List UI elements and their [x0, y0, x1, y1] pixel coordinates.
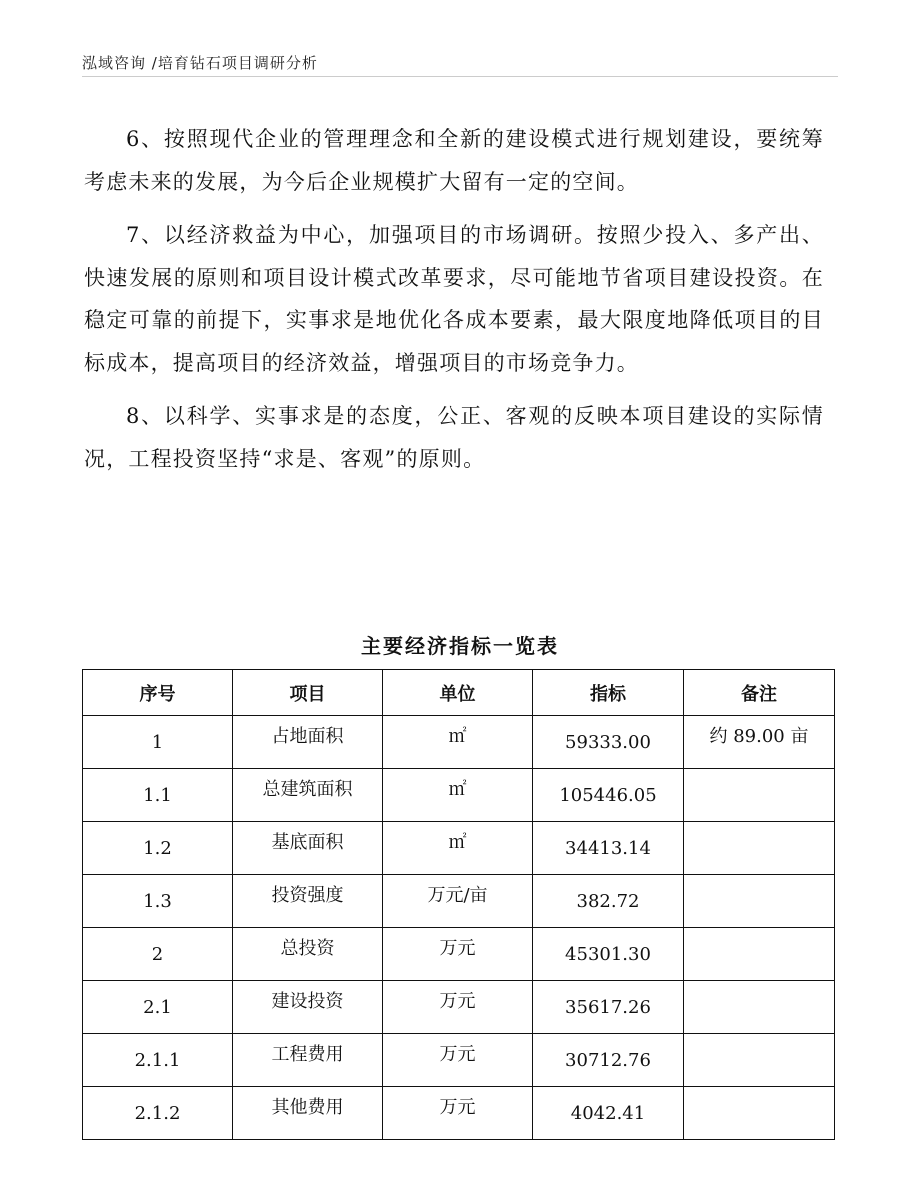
paragraph-8: 8、以科学、实事求是的态度，公正、客观的反映本项目建设的实际情况，工程投资坚持“求是、客观”的原则。 [84, 404, 824, 471]
cell-remark [684, 875, 835, 928]
cell-item: 其他费用 [233, 1087, 383, 1140]
body-text [84, 118, 824, 491]
table-row [83, 981, 835, 1034]
cell-remark [684, 928, 835, 981]
cell-unit: ㎡ [383, 716, 533, 769]
table-row [83, 1087, 835, 1140]
cell-index: 2.1 [83, 981, 233, 1034]
table-row [83, 716, 835, 769]
cell-remark [684, 769, 835, 822]
header-remark: 备注 [684, 670, 835, 716]
cell-value: 30712.76 [533, 1034, 684, 1087]
header-index: 序号 [83, 670, 233, 716]
table-header-row [83, 670, 835, 716]
cell-index: 1.2 [83, 822, 233, 875]
economic-indicators-table [82, 669, 835, 1140]
page-header: 泓域咨询 /培育钻石项目调研分析 [82, 54, 318, 72]
cell-item: 工程费用 [233, 1034, 383, 1087]
cell-value: 35617.26 [533, 981, 684, 1034]
cell-unit: 万元 [383, 981, 533, 1034]
cell-unit: 万元/亩 [383, 875, 533, 928]
cell-item: 占地面积 [233, 716, 383, 769]
cell-value: 105446.05 [533, 769, 684, 822]
header-value: 指标 [533, 670, 684, 716]
cell-index: 1.1 [83, 769, 233, 822]
cell-value: 382.72 [533, 875, 684, 928]
cell-item: 总建筑面积 [233, 769, 383, 822]
table-row [83, 1034, 835, 1087]
table-title: 主要经济指标一览表 [361, 634, 559, 658]
cell-index: 1 [83, 716, 233, 769]
cell-unit: ㎡ [383, 822, 533, 875]
cell-value: 59333.00 [533, 716, 684, 769]
cell-remark [684, 1034, 835, 1087]
header-divider [82, 76, 838, 77]
table-row [83, 928, 835, 981]
cell-unit: 万元 [383, 1034, 533, 1087]
paragraph-6: 6、按照现代企业的管理理念和全新的建设模式进行规划建设，要统筹考虑未来的发展，为今后企业规模扩大留有一定的空间。 [84, 127, 824, 194]
cell-item: 基底面积 [233, 822, 383, 875]
header-unit: 单位 [383, 670, 533, 716]
cell-remark: 约 89.00 亩 [684, 716, 835, 769]
header-item: 项目 [233, 670, 383, 716]
cell-index: 2.1.1 [83, 1034, 233, 1087]
cell-value: 4042.41 [533, 1087, 684, 1140]
cell-item: 投资强度 [233, 875, 383, 928]
table-row [83, 875, 835, 928]
cell-unit: 万元 [383, 1087, 533, 1140]
cell-item: 总投资 [233, 928, 383, 981]
paragraph-7: 7、以经济救益为中心，加强项目的市场调研。按照少投入、多产出、快速发展的原则和项目设计模式改革要求，尽可能地节省项目建设投资。在稳定可靠的前提下，实事求是地优化各成本要素，最大限度地降低项目的目标成本，提高项目的经济效益，增强项目的市场竞争力。 [84, 223, 824, 375]
cell-item: 建设投资 [233, 981, 383, 1034]
cell-unit: ㎡ [383, 769, 533, 822]
cell-value: 34413.14 [533, 822, 684, 875]
cell-unit: 万元 [383, 928, 533, 981]
cell-remark [684, 1087, 835, 1140]
cell-index: 2.1.2 [83, 1087, 233, 1140]
table-row [83, 769, 835, 822]
cell-index: 1.3 [83, 875, 233, 928]
cell-index: 2 [83, 928, 233, 981]
cell-value: 45301.30 [533, 928, 684, 981]
cell-remark [684, 981, 835, 1034]
table-row [83, 822, 835, 875]
cell-remark [684, 822, 835, 875]
